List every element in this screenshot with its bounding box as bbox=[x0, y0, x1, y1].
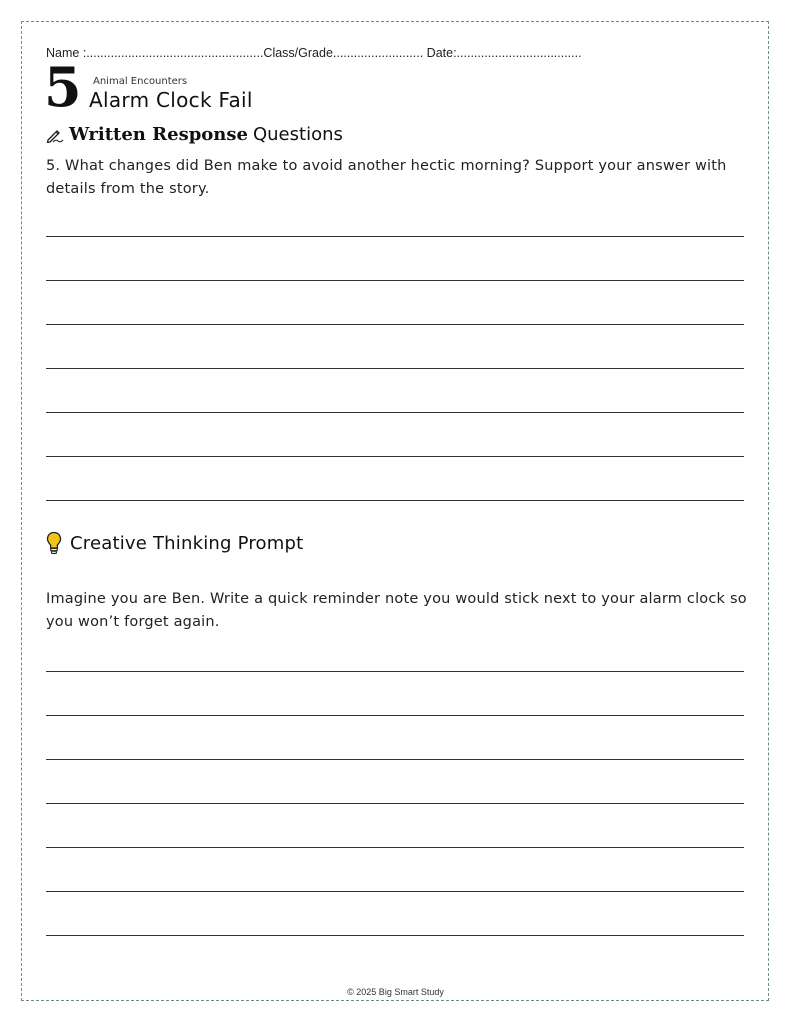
series-label: Animal Encounters bbox=[93, 76, 188, 87]
answer-line[interactable] bbox=[46, 671, 744, 672]
answer-line[interactable] bbox=[46, 500, 744, 501]
answer-line[interactable] bbox=[46, 456, 744, 457]
name-field[interactable]: Name :................................................... bbox=[46, 46, 264, 60]
pencil-writing-icon bbox=[46, 127, 64, 143]
creative-thinking-heading bbox=[46, 531, 303, 555]
answer-line[interactable] bbox=[46, 236, 744, 237]
answer-line[interactable] bbox=[46, 368, 744, 369]
class-grade-field[interactable]: Class/Grade.......................... bbox=[263, 46, 424, 60]
section-title-bold: Written Response bbox=[69, 124, 248, 145]
answer-line[interactable] bbox=[46, 847, 744, 848]
date-field[interactable]: Date:.................................... bbox=[426, 46, 582, 60]
question-text: 5. What changes did Ben make to avoid another hectic morning? Support your answer with details from the story. bbox=[46, 158, 727, 197]
copyright-footer: © 2025 Big Smart Study bbox=[347, 987, 444, 997]
lesson-number: 5 bbox=[44, 55, 82, 119]
answer-line[interactable] bbox=[46, 412, 744, 413]
story-title: Alarm Clock Fail bbox=[89, 88, 253, 112]
answer-line[interactable] bbox=[46, 715, 744, 716]
creative-prompt-text: Imagine you are Ben. Write a quick reminder note you would stick next to your alarm clock so you won’t forget again. bbox=[46, 591, 747, 630]
answer-line[interactable] bbox=[46, 324, 744, 325]
answer-line[interactable] bbox=[46, 891, 744, 892]
answer-line[interactable] bbox=[46, 759, 744, 760]
answer-line[interactable] bbox=[46, 935, 744, 936]
creative-thinking-title: Creative Thinking Prompt bbox=[70, 532, 304, 554]
student-info-line bbox=[46, 46, 746, 60]
written-response-heading bbox=[46, 124, 343, 145]
answer-line[interactable] bbox=[46, 280, 744, 281]
lightbulb-icon bbox=[46, 531, 62, 555]
answer-line[interactable] bbox=[46, 803, 744, 804]
section-title-rest: Questions bbox=[252, 124, 343, 145]
